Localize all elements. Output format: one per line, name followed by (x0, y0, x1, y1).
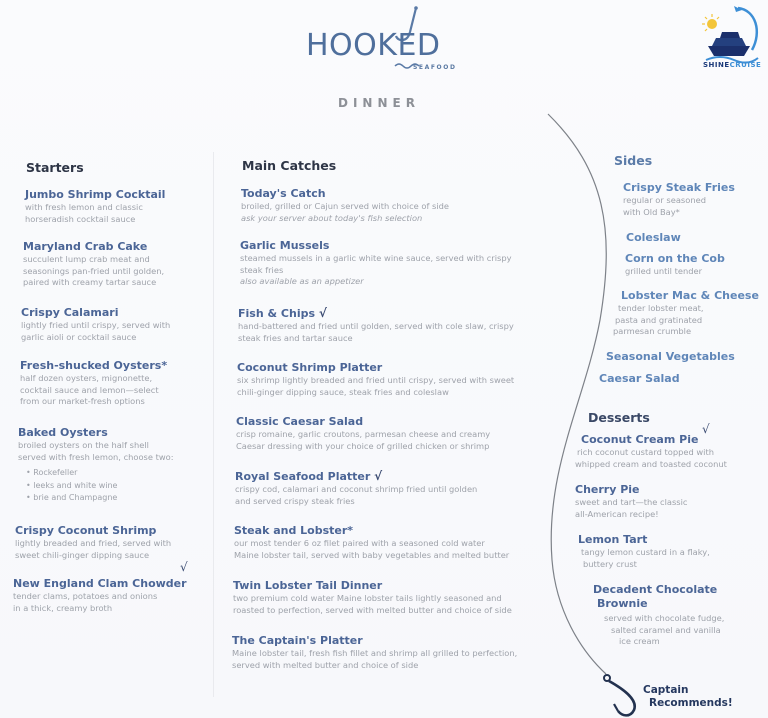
menu-item: Lemon Tart tangy lemon custard in a flaky, buttery crust (578, 533, 710, 569)
column-divider (213, 152, 214, 697)
menu-item: Classic Caesar Salad crisp romaine, garlic croutons, parmesan cheese and creamy Caesar dressing with your choice of grilled chicken or shrimp (236, 415, 491, 451)
captain-check-icon: √ (702, 422, 710, 436)
menu-item: Crispy Steak Fries regular or seasoned with Old Bay* (623, 181, 735, 217)
menu-item: New England Clam Chowder tender clams, potatoes and onions in a thick, creamy broth (13, 577, 187, 613)
menu-item: Royal Seafood Platter √ crispy cod, calamari and coconut shrimp fried until golden and served crispy steak fries (235, 469, 478, 506)
captain-check-icon: √ (318, 306, 327, 320)
menu-item: Corn on the Cob grilled until tender (625, 252, 725, 276)
menu-item: Today's Catch broiled, grilled or Cajun served with choice of side ask your server about today's fish selection (241, 187, 450, 223)
menu-item: Fish & Chips √ hand-battered and fried until golden, served with cole slaw, crispy steak fries and tartar sauce (238, 306, 514, 343)
menu-item: Seasonal Vegetables (606, 350, 735, 363)
section-title-starters: Starters (26, 160, 84, 175)
menu-item: Baked Oysters broiled oysters on the half shell served with fresh lemon, choose two: • Rockefeller • leeks and white wine • brie and Champagne (18, 426, 174, 505)
menu-item: Twin Lobster Tail Dinner two premium cold water Maine lobster tails lightly seasoned and roasted to perfection, served with melted butter and choice of side (233, 579, 512, 615)
menu-item: Caesar Salad (599, 372, 680, 385)
logo-text: HOOKED (306, 28, 441, 63)
captain-recommends-legend: Captain Recommends! (643, 684, 733, 709)
menu-item: Fresh-shucked Oysters* half dozen oysters, mignonette, cocktail sauce and lemon—select from our market-fresh options (20, 359, 168, 406)
options-list: • Rockefeller • leeks and white wine • brie and Champagne (26, 468, 118, 502)
menu-item: Crispy Coconut Shrimp lightly breaded and fried, served with sweet chili-ginger dipping sauce (15, 524, 172, 560)
menu-item: Coconut Shrimp Platter six shrimp lightly breaded and fried until crispy, served with sweet chili-ginger dipping sauce, steak fries and coleslaw (237, 361, 515, 397)
menu-item: Crispy Calamari lightly fried until crispy, served with garlic aioli or cocktail sauce (21, 306, 171, 342)
menu-item: Jumbo Shrimp Cocktail with fresh lemon and classic horseradish cocktail sauce (25, 188, 166, 224)
menu-item: Decadent Chocolate Brownie served with chocolate fudge, salted caramel and vanilla ice cream (593, 583, 725, 646)
menu-item: Garlic Mussels steamed mussels in a garlic white wine sauce, served with crispy steak fries also available as an appetizer (240, 239, 512, 286)
brand-name: SHINECRUISE (703, 61, 762, 69)
hooked-logo (306, 28, 476, 78)
section-title-sides: Sides (614, 153, 653, 168)
fish-hook-icon (604, 675, 635, 715)
menu-item: The Captain's Platter Maine lobster tail, fresh fish fillet and shrimp all grilled to perfection, served with melted butter and choice of side (232, 634, 518, 670)
menu-item: Lobster Mac & Cheese tender lobster meat, pasta and gratinated parmesan crumble (613, 289, 759, 336)
logo-subtext: SEAFOOD (413, 64, 457, 71)
menu-item: Maryland Crab Cake succulent lump crab meat and seasonings pan-fried until golden, paired with creamy tartar sauce (23, 240, 165, 287)
menu-item: Coleslaw (626, 231, 681, 244)
menu-item: Steak and Lobster* our most tender 6 oz filet paired with a seasoned cold water Maine lobster tail, served with baby vegetables and melted butter (234, 524, 510, 560)
captain-check-icon: √ (374, 469, 383, 483)
section-title-main-catches: Main Catches (242, 158, 337, 173)
menu-item: Coconut Cream Pie rich coconut custard topped with whipped cream and toasted coconut (575, 433, 727, 469)
captain-check-icon: √ (180, 560, 188, 574)
section-title-desserts: Desserts (588, 410, 650, 425)
menu-title: DINNER (338, 96, 420, 110)
menu-item: Cherry Pie sweet and tart—the classic all-American recipe! (575, 483, 688, 519)
